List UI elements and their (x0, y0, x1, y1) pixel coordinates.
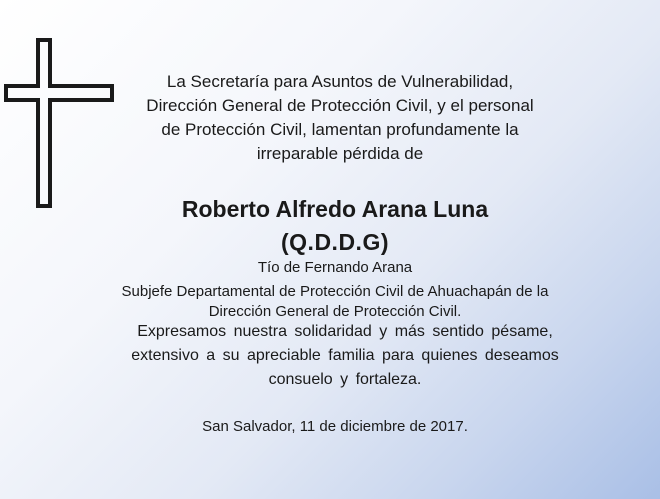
condolence-message (60, 320, 630, 392)
relation-line: Tío de Fernando Arana (257, 259, 413, 276)
deceased-suffix: (Q.D.D.G) (281, 229, 389, 255)
position-line-2: Dirección General de Protección Civil. (208, 303, 462, 320)
message-line-2: extensivo a su apreciable familia para quienes deseamos (131, 347, 559, 364)
place-date: San Salvador, 11 de diciembre de 2017. (202, 418, 468, 435)
intro-paragraph (100, 70, 580, 166)
message-line-1: Expresamos nuestra solidaridad y más sentido pésame, (137, 323, 553, 340)
position-block (60, 282, 610, 322)
message-line-3: consuelo y fortaleza. (268, 371, 422, 388)
intro-line-2: Dirección General de Protección Civil, y el personal (146, 96, 534, 115)
deceased-name: Roberto Alfredo Arana Luna (181, 196, 489, 222)
intro-line-1: La Secretaría para Asuntos de Vulnerabilidad, (166, 72, 514, 91)
intro-line-4: irreparable pérdida de (256, 144, 424, 163)
intro-line-3: de Protección Civil, lamentan profundamente la (161, 120, 519, 139)
position-line-1: Subjefe Departamental de Protección Civil de Ahuachapán de la (121, 283, 549, 300)
